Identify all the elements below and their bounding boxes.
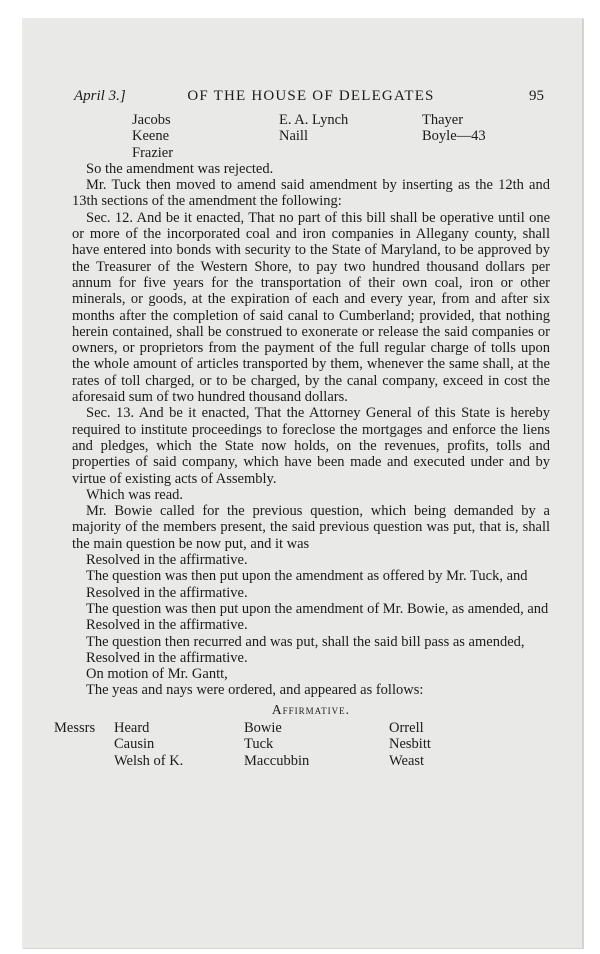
aff-name: Bowie (244, 719, 282, 736)
aff-name: Maccubbin (244, 752, 310, 769)
aff-name: Tuck (244, 736, 274, 753)
section-12: Sec. 12. And be it enacted, That no part of this bill shall be operative until one or more of the incorporated coal and iron companies in Allegany county, shall have entered into bonds with security to the State of Maryland, to be approved by the Treasurer of the Western Shore, to pay two hundred thousand dollars per annum for five years for the transportation of their own coal, iron or other minerals, or goods, at the expiration of each and every year, from and after six months after the completion of said canal to Cumberland; provided, that nothing herein contained, shall be construed to exonerate or release the said companies or owners, or proprietors from the payment of the full regular charge of tolls upon the whole amount of articles transported by them, whenever the same shall, at the rates of toll charged, or to be charged, by the canal company, exceed in cost the aforesaid sum of two hundred thousand dollars. (72, 209, 550, 406)
vote-name: Naill (279, 128, 308, 145)
header-title: OF THE HOUSE OF DELEGATES (187, 88, 435, 104)
vote-name (422, 145, 550, 161)
vote-name: Thayer (422, 112, 464, 128)
aff-name: Heard (114, 719, 150, 736)
vote-name: Jacobs (132, 112, 171, 128)
aff-label: Messrs (54, 719, 96, 736)
paragraph: On motion of Mr. Gantt, (86, 666, 228, 683)
aff-label (54, 753, 114, 769)
aff-name: Nesbitt (389, 736, 431, 753)
vote-name: Keene (132, 128, 170, 145)
vote-name: Boyle—43 (422, 128, 486, 145)
paragraph: The question was then put upon the amendment as offered by Mr. Tuck, and (86, 568, 528, 585)
aff-name: Weast (389, 752, 425, 769)
page-content (54, 88, 550, 769)
paragraph: Which was read. (86, 486, 184, 503)
affirmative-list (54, 720, 550, 769)
aff-name: Causin (114, 736, 155, 753)
paragraph: Mr. Tuck then moved to amend said amendment by inserting as the 12th and 13th sections of the amendment the following: (72, 177, 550, 210)
paragraph: Mr. Bowie called for the previous question, which being demanded by a majority of the members present, the said previous question was put, that is, shall the main question be now put, and it was (72, 503, 550, 552)
paragraph: So the amendment was rejected. (86, 160, 274, 177)
paragraph: Resolved in the affirmative. (86, 617, 248, 634)
book-page (22, 18, 583, 948)
aff-label (54, 736, 114, 752)
running-header (72, 88, 550, 112)
header-date: April 3.] (74, 88, 126, 104)
vote-name: E. A. Lynch (279, 112, 349, 128)
aff-name: Orrell (389, 719, 424, 736)
vote-name: Frazier (132, 144, 174, 161)
vote-name (279, 145, 422, 161)
paragraph: The question then recurred and was put, shall the said bill pass as amended, (86, 633, 525, 650)
paragraph: Resolved in the affirmative. (86, 649, 248, 666)
page-number: 95 (529, 88, 544, 104)
affirmative-heading: Affirmative. (271, 701, 351, 717)
paragraph: Resolved in the affirmative. (86, 552, 248, 569)
paragraph: The question was then put upon the amendment of Mr. Bowie, as amended, and (86, 600, 549, 617)
paragraph: Resolved in the affirmative. (86, 584, 248, 601)
section-13: Sec. 13. And be it enacted, That the Attorney General of this State is hereby required to institute proceedings to foreclose the mortgages and enforce the liens and pledges, which the State now holds, on the revenues, profits, tolls and properties of said company, which have been made and executed under and by virtue of existing acts of Assembly. (72, 405, 550, 487)
aff-name: Welsh of K. (114, 752, 184, 769)
vote-names-list (72, 112, 550, 161)
paragraph: The yeas and nays were ordered, and appeared as follows: (86, 682, 424, 699)
